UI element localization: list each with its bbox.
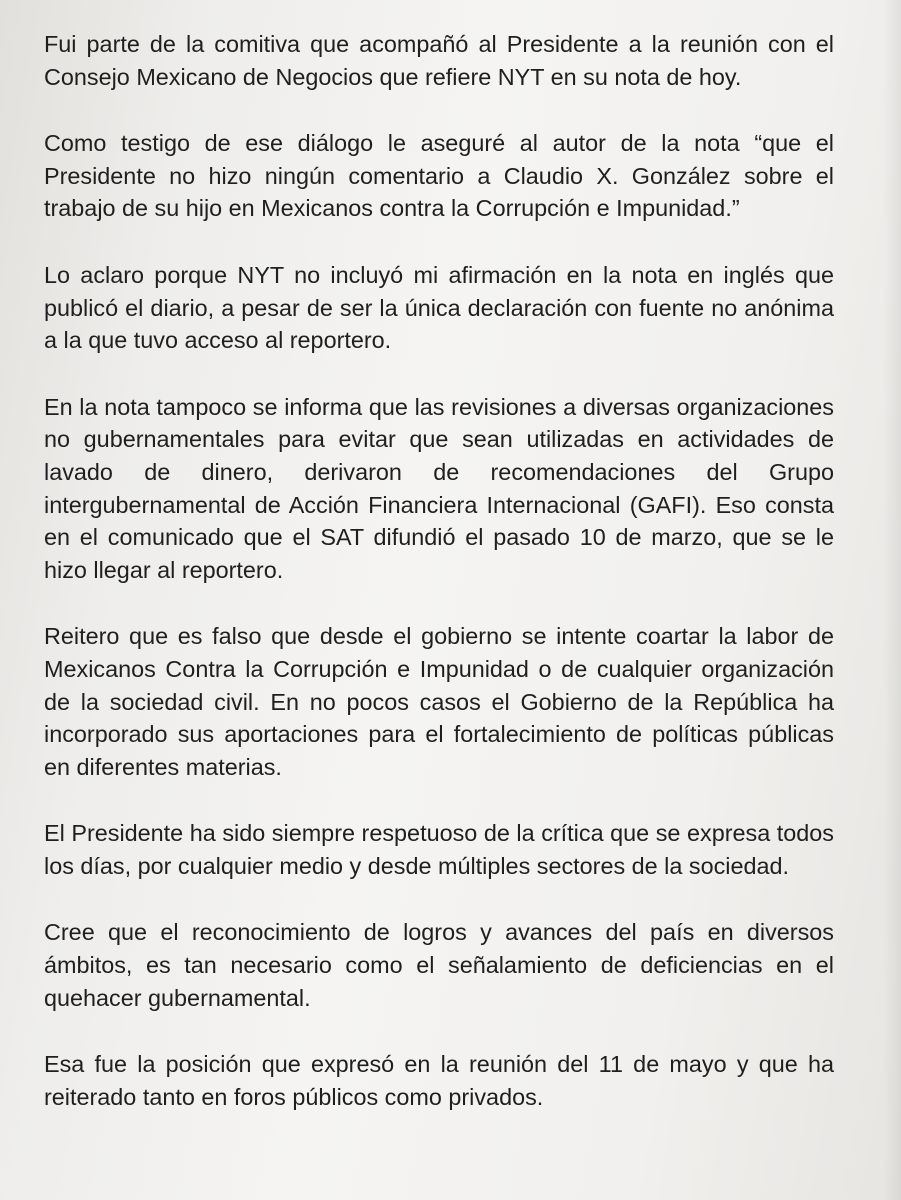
paragraph-8: Esa fue la posición que expresó en la reunión del 11 de mayo y que ha reiterado tanto en foros públicos como privados. bbox=[44, 1051, 834, 1110]
paragraph-2: Como testigo de ese diálogo le aseguré al autor de la nota “que el Presidente no hizo ningún comentario a Claudio X. González sobre el trabajo de su hijo en Mexicanos contra la Corrupción e Impunidad.” bbox=[44, 130, 834, 222]
letter-body bbox=[44, 28, 834, 1113]
paragraph-7: Cree que el reconocimiento de logros y avances del país en diversos ámbitos, es tan necesario como el señalamiento de deficiencias en el quehacer gubernamental. bbox=[44, 919, 834, 1011]
page-edge-shadow bbox=[883, 0, 901, 1200]
paragraph-3: Lo aclaro porque NYT no incluyó mi afirmación en la nota en inglés que publicó el diario, a pesar de ser la única declaración con fuente no anónima a la que tuvo acceso al reportero. bbox=[44, 261, 834, 354]
paragraph-5: Reitero que es falso que desde el gobierno se intente coartar la labor de Mexicanos Contra la Corrupción e Impunidad o de cualquier organización de la sociedad civil. En no pocos casos el Gobierno de la República ha incorporado sus aportaciones para el fortalecimiento de políticas públicas en diferentes materias. bbox=[44, 623, 834, 780]
paragraph-1: Fui parte de la comitiva que acompañó al Presidente a la reunión con el Consejo Mexicano de Negocios que refiere NYT en su nota de hoy. bbox=[44, 31, 834, 90]
paragraph-4: En la nota tampoco se informa que las revisiones a diversas organizaciones no gubernamentales para evitar que sean utilizadas en actividades de lavado de dinero, derivaron de recomendaciones del Grupo intergubernamental de Acción Financiera Internacional (GAFI). Eso consta en el comunicado que el SAT difundió el pasado 10 de marzo, que se le hizo llegar al reportero. bbox=[44, 393, 834, 583]
paragraph-6: El Presidente ha sido siempre respetuoso de la crítica que se expresa todos los días, por cualquier medio y desde múltiples sectores de la sociedad. bbox=[44, 820, 834, 879]
